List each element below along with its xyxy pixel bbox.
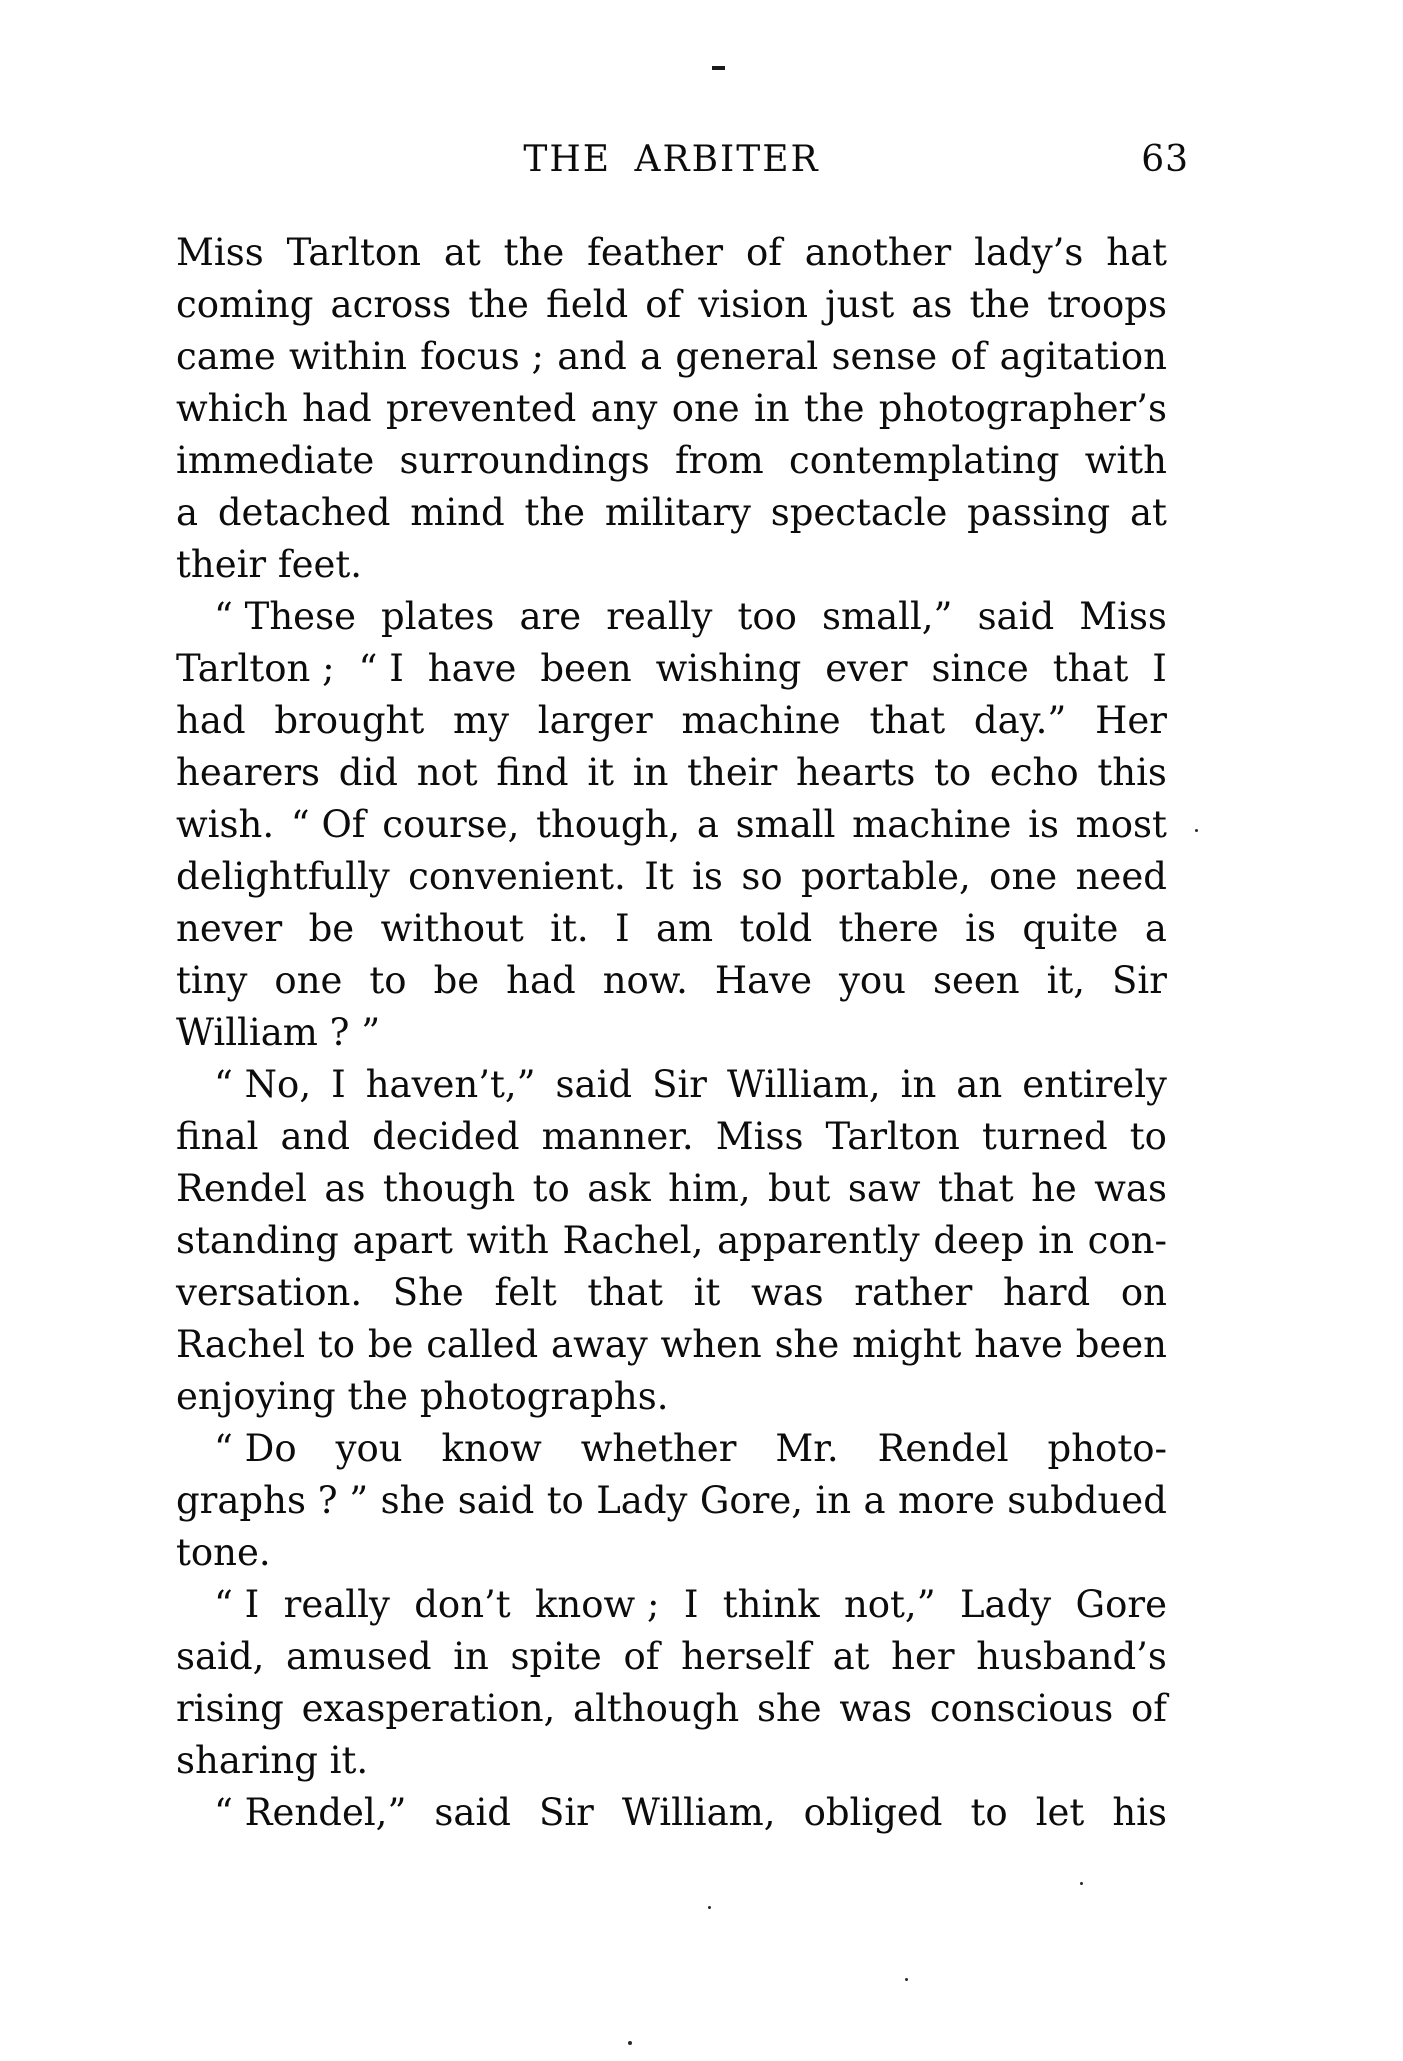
scan-artifact-dash (712, 66, 725, 70)
word: it, (1046, 959, 1086, 1002)
text-body (176, 227, 1167, 1839)
word: of (745, 231, 782, 274)
word: hearers (176, 751, 321, 794)
word: you (335, 1427, 403, 1470)
word: without (380, 907, 524, 950)
text-line (176, 1631, 1167, 1683)
word: said (434, 1791, 511, 1834)
word: have (427, 647, 517, 690)
word: have (974, 1323, 1063, 1366)
word: Mr. (775, 1427, 839, 1470)
word: whether (580, 1427, 737, 1470)
word: Tarlton ; (176, 647, 335, 690)
text-line: their feet. (176, 543, 362, 586)
word: but (768, 1167, 831, 1210)
word: versation. (176, 1271, 363, 1314)
word: husband’s (976, 1635, 1167, 1678)
word: vision (698, 283, 808, 326)
word: rising (176, 1687, 284, 1730)
word: which (176, 387, 288, 430)
word: brought (274, 699, 425, 742)
word: Rendel (877, 1427, 1009, 1470)
word: I (331, 1063, 346, 1106)
word: be (433, 959, 480, 1002)
text-line (176, 1267, 1167, 1319)
word: rather (854, 1271, 973, 1314)
text-line (176, 331, 1167, 383)
word: need (1075, 855, 1167, 898)
word: as (324, 1167, 366, 1210)
text-line (176, 643, 1167, 695)
word: saw (847, 1167, 921, 1210)
word: and (280, 1115, 351, 1158)
word: across (330, 283, 452, 326)
word: is (965, 907, 996, 950)
word: military (604, 491, 751, 534)
word: “ Do (214, 1427, 297, 1470)
word: to (369, 959, 407, 1002)
text-line (176, 1787, 1167, 1839)
word: is (1028, 803, 1059, 846)
word: had (506, 959, 576, 1002)
word: there (838, 907, 939, 950)
text-line: enjoying the photographs. (176, 1375, 669, 1418)
text-line (176, 279, 1167, 331)
text-line (176, 1059, 1167, 1111)
word: ask (587, 1167, 651, 1210)
word: am (655, 907, 714, 950)
word: and (557, 335, 627, 378)
word: apparently (717, 1219, 920, 1262)
word: final (176, 1115, 259, 1158)
word: away (551, 1323, 648, 1366)
word: most (1075, 803, 1167, 846)
word: just (825, 283, 895, 326)
word: detached (217, 491, 391, 534)
word: spectacle (770, 491, 948, 534)
word: lady’s (974, 231, 1084, 274)
word: to (970, 1791, 1008, 1834)
word: not,” (843, 1583, 936, 1626)
word: a (640, 335, 663, 378)
word: herself (681, 1635, 811, 1678)
word: said (555, 1063, 633, 1106)
word: William, (727, 1063, 881, 1106)
word: Miss (176, 231, 264, 274)
word: been (540, 647, 632, 690)
word: another (804, 231, 952, 274)
word: mind (410, 491, 505, 534)
word: now. (602, 959, 688, 1002)
word: came (176, 335, 276, 378)
text-line: tone. (176, 1531, 271, 1574)
word: conscious (929, 1687, 1114, 1730)
word: immediate (176, 439, 375, 482)
word: in (900, 1063, 937, 1106)
word: she (756, 1687, 822, 1730)
word: a (1144, 907, 1167, 950)
word: had (302, 387, 372, 430)
text-line (176, 799, 1167, 851)
word: spite (510, 1635, 602, 1678)
running-title: THE ARBITER (523, 139, 820, 180)
word: with (466, 1219, 549, 1262)
word: of (623, 1635, 660, 1678)
word: larger (537, 699, 653, 742)
page-number: 63 (1141, 139, 1189, 180)
word: one (671, 387, 740, 430)
word: within (289, 335, 407, 378)
word: in (632, 751, 669, 794)
word: prevented (386, 387, 577, 430)
text-line (176, 383, 1167, 435)
word: feather (587, 231, 724, 274)
word: you (838, 959, 906, 1002)
word: in (753, 387, 790, 430)
word: exasperation, (301, 1687, 556, 1730)
text-line (176, 695, 1167, 747)
word: ever (825, 647, 908, 690)
scan-artifact-dot (708, 1906, 711, 1909)
word: small (735, 803, 836, 846)
word: “ Of (290, 803, 366, 846)
text-line (176, 1475, 1167, 1527)
word: the (803, 387, 865, 430)
word: quite (1022, 907, 1119, 950)
text-line (176, 747, 1167, 799)
word: be (367, 1323, 414, 1366)
word: really (606, 595, 713, 638)
word: wishing (655, 647, 802, 690)
word: graphs ? ” (176, 1479, 369, 1522)
word: was (1094, 1167, 1167, 1210)
word: passing (967, 491, 1111, 534)
word: never (176, 907, 283, 950)
word: though (382, 1167, 516, 1210)
word: hard (1002, 1271, 1091, 1314)
word: did (338, 751, 398, 794)
text-line (176, 1215, 1167, 1267)
word: decided (372, 1115, 520, 1158)
word: more (897, 1479, 995, 1522)
text-line (176, 1163, 1167, 1215)
word: my (453, 699, 510, 742)
word: Miss (1079, 595, 1167, 638)
word: to (934, 751, 972, 794)
word: Sir (539, 1791, 594, 1834)
word: to (546, 1479, 584, 1522)
word: with (1084, 439, 1167, 482)
word: it. (550, 907, 589, 950)
word: of (1131, 1687, 1167, 1730)
word: the (503, 231, 565, 274)
word: She (392, 1271, 464, 1314)
word: him, (668, 1167, 751, 1210)
word: Her (1095, 699, 1167, 742)
word: know ; (535, 1583, 660, 1626)
text-line: sharing it. (176, 1739, 369, 1782)
word: I (1152, 647, 1167, 690)
word: felt (494, 1271, 557, 1314)
word: sense (831, 335, 938, 378)
word: apart (352, 1219, 453, 1262)
word: delightfully (176, 855, 390, 898)
word: said, (176, 1635, 265, 1678)
word: It (644, 855, 674, 898)
word: agitation (999, 335, 1167, 378)
word: was (750, 1271, 824, 1314)
word: that (587, 1271, 663, 1314)
word: that (938, 1167, 1014, 1210)
word: small,” (822, 595, 953, 638)
word: of (950, 335, 987, 378)
text-line (176, 1319, 1167, 1371)
word: really (283, 1583, 390, 1626)
word: one (274, 959, 343, 1002)
word: Rachel (176, 1323, 306, 1366)
word: the (468, 283, 529, 326)
text-line (176, 1579, 1167, 1631)
word: on (1120, 1271, 1167, 1314)
word: had (176, 699, 246, 742)
word: as (911, 283, 953, 326)
word: in (453, 1635, 489, 1678)
word: amused (285, 1635, 432, 1678)
word: too (737, 595, 797, 638)
word: might (852, 1323, 962, 1366)
word: this (1097, 751, 1167, 794)
word: field (546, 283, 629, 326)
word: subdued (1007, 1479, 1167, 1522)
page-header (176, 136, 1189, 184)
word: so (741, 855, 783, 898)
word: been (1075, 1323, 1167, 1366)
word: Lady (596, 1479, 688, 1522)
word: at (443, 231, 481, 274)
word: a (863, 1479, 886, 1522)
word: “ These (214, 595, 356, 638)
word: one (989, 855, 1058, 898)
word: since (931, 647, 1029, 690)
word: hat (1106, 231, 1167, 274)
word: deep (933, 1219, 1025, 1262)
word: said (457, 1479, 535, 1522)
word: she (380, 1479, 446, 1522)
text-line (176, 1111, 1167, 1163)
word: standing (176, 1219, 339, 1262)
word: obliged (803, 1791, 943, 1834)
word: “ I (358, 647, 404, 690)
word: seen (932, 959, 1020, 1002)
word: a (176, 491, 199, 534)
scan-artifact-dot (905, 1978, 908, 1981)
word: Miss (715, 1115, 804, 1158)
word: tiny (176, 959, 248, 1002)
word: photo- (1047, 1427, 1167, 1470)
word: echo (989, 751, 1079, 794)
word: Tarlton (286, 231, 421, 274)
word: Gore, (699, 1479, 804, 1522)
word: Have (714, 959, 812, 1002)
word: any (590, 387, 658, 430)
word: at (1129, 491, 1167, 534)
text-line (176, 435, 1167, 487)
word: “ I (214, 1583, 260, 1626)
word: that (869, 699, 946, 742)
word: manner. (541, 1115, 694, 1158)
word: contemplating (789, 439, 1060, 482)
word: don’t (414, 1583, 511, 1626)
text-line (176, 851, 1167, 903)
word: machine (681, 699, 841, 742)
word: haven’t,” (365, 1063, 536, 1106)
word: it (693, 1271, 721, 1314)
text-line (176, 487, 1167, 539)
word: the (524, 491, 586, 534)
word: was (839, 1687, 913, 1730)
word: let (1035, 1791, 1085, 1834)
word: from (674, 439, 764, 482)
text-line (176, 591, 1167, 643)
word: that (1052, 647, 1129, 690)
word: when (660, 1323, 762, 1366)
word: it (587, 751, 615, 794)
scan-artifact-dot (628, 2041, 632, 2045)
word: hearts (795, 751, 916, 794)
text-line (176, 1683, 1167, 1735)
text-line (176, 1423, 1167, 1475)
word: know (441, 1427, 542, 1470)
word: con- (1087, 1219, 1167, 1262)
word: general (675, 335, 819, 378)
word: machine (852, 803, 1012, 846)
word: to (317, 1323, 356, 1366)
word: she (774, 1323, 840, 1366)
word: their (687, 751, 778, 794)
word: Tarlton (825, 1115, 960, 1158)
text-line (176, 955, 1167, 1007)
word: his (1112, 1791, 1167, 1834)
word: to (532, 1167, 570, 1210)
word: in (1038, 1219, 1074, 1262)
word: turned (981, 1115, 1108, 1158)
word: at (832, 1635, 870, 1678)
word: though, (536, 803, 681, 846)
scan-artifact-dot (1195, 829, 1198, 832)
word: day.” (973, 699, 1067, 742)
word: Lady (959, 1583, 1052, 1626)
word: “ No, (214, 1063, 312, 1106)
word: the (969, 283, 1031, 326)
word: is (692, 855, 723, 898)
word: an (956, 1063, 1003, 1106)
word: I (683, 1583, 699, 1626)
text-line (176, 227, 1167, 279)
word: be (308, 907, 355, 950)
word: told (739, 907, 813, 950)
word: Sir (1112, 959, 1167, 1002)
word: are (519, 595, 582, 638)
word: not (416, 751, 478, 794)
word: I (614, 907, 630, 950)
word: wish. (176, 803, 275, 846)
word: said (977, 595, 1055, 638)
word: Rachel, (562, 1219, 704, 1262)
word: portable, (801, 855, 971, 898)
word: Rendel (176, 1167, 307, 1210)
word: photographer’s (878, 387, 1167, 430)
word: plates (381, 595, 495, 638)
word: Gore (1075, 1583, 1167, 1626)
word: of (645, 283, 682, 326)
word: coming (176, 283, 314, 326)
word: “ Rendel,” (214, 1791, 407, 1834)
word: focus ; (420, 335, 544, 378)
text-line: William ? ” (176, 1011, 381, 1054)
word: Sir (652, 1063, 707, 1106)
word: to (1129, 1115, 1167, 1158)
word: troops (1047, 283, 1167, 326)
word: entirely (1022, 1063, 1167, 1106)
word: surroundings (399, 439, 650, 482)
word: William, (621, 1791, 776, 1834)
scan-artifact-dot (1080, 1882, 1083, 1885)
word: her (891, 1635, 955, 1678)
word: called (426, 1323, 539, 1366)
text-line (176, 903, 1167, 955)
word: convenient. (408, 855, 626, 898)
word: find (496, 751, 569, 794)
word: he (1031, 1167, 1077, 1210)
word: course, (382, 803, 520, 846)
word: a (696, 803, 719, 846)
word: in (815, 1479, 852, 1522)
word: although (573, 1687, 740, 1730)
word: think (722, 1583, 820, 1626)
